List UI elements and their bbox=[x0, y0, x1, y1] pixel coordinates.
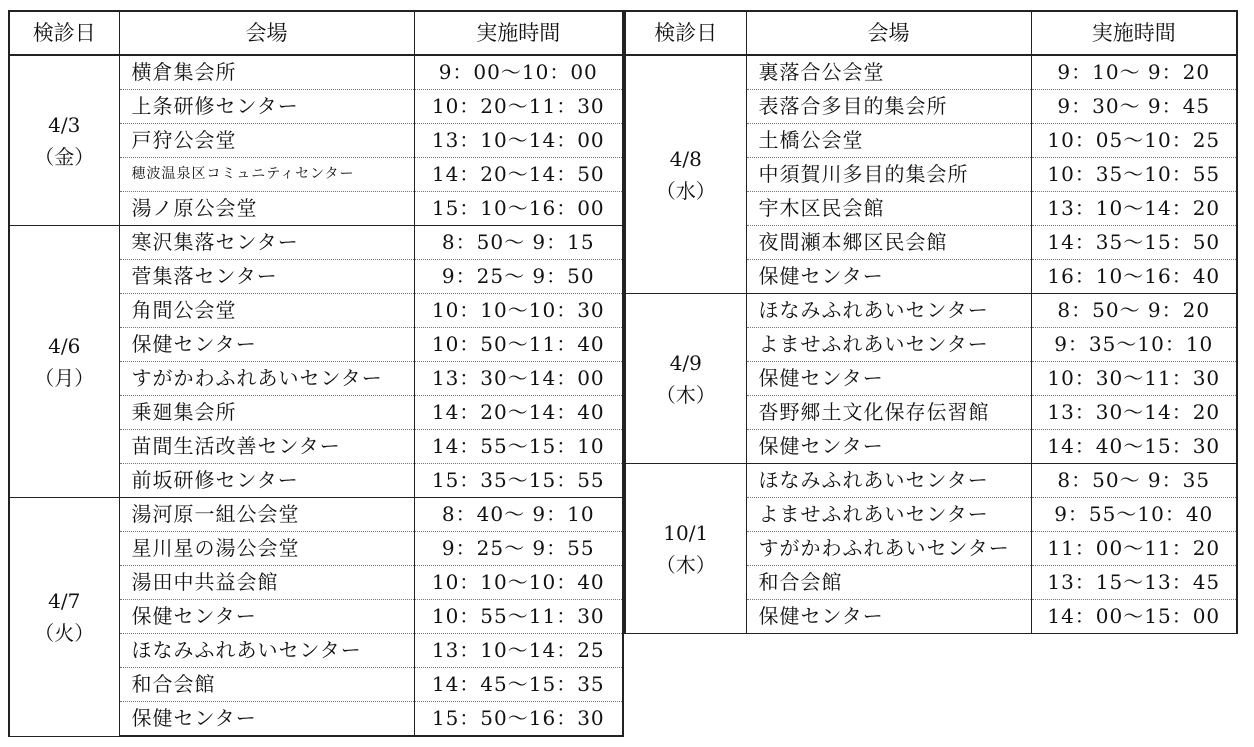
exam-date-cell bbox=[625, 464, 746, 634]
time-cell: 9：55〜10：40 bbox=[1031, 498, 1237, 532]
time-cell: 15：35〜15：55 bbox=[414, 464, 623, 498]
exam-date-cell bbox=[625, 294, 746, 464]
time-cell: 14：45〜15：35 bbox=[414, 668, 623, 702]
header-date: 検診日 bbox=[625, 11, 746, 55]
exam-date: 4/7 bbox=[48, 588, 81, 613]
time-cell: 9：35〜10：10 bbox=[1031, 328, 1237, 362]
time-cell: 13：30〜14：00 bbox=[414, 362, 623, 396]
header-date: 検診日 bbox=[9, 11, 119, 55]
venue-cell: 和合会館 bbox=[746, 566, 1031, 600]
exam-weekday: （月） bbox=[34, 365, 95, 390]
time-cell: 14：20〜14：40 bbox=[414, 396, 623, 430]
header-time: 実施時間 bbox=[414, 11, 623, 55]
time-cell: 10：50〜11：40 bbox=[414, 328, 623, 362]
time-cell: 8：50〜 9：15 bbox=[414, 226, 623, 260]
venue-cell: すがかわふれあいセンター bbox=[746, 532, 1031, 566]
time-cell: 10：35〜10：55 bbox=[1031, 158, 1237, 192]
table-header-row bbox=[625, 11, 1237, 55]
time-cell: 10：20〜11：30 bbox=[414, 90, 623, 124]
exam-date-cell bbox=[9, 498, 119, 737]
time-cell: 9：30〜 9：45 bbox=[1031, 90, 1237, 124]
time-cell: 8：50〜 9：20 bbox=[1031, 294, 1237, 328]
table-row bbox=[9, 55, 623, 90]
table-header-row bbox=[9, 11, 623, 55]
venue-cell: 保健センター bbox=[746, 362, 1031, 396]
header-venue: 会場 bbox=[746, 11, 1031, 55]
schedule-table-right bbox=[624, 10, 1238, 634]
time-cell: 15：50〜16：30 bbox=[414, 702, 623, 737]
table-row bbox=[9, 226, 623, 260]
venue-cell: 湯田中共益会館 bbox=[119, 566, 414, 600]
venue-cell: 角間公会堂 bbox=[119, 294, 414, 328]
venue-cell: よませふれあいセンター bbox=[746, 328, 1031, 362]
exam-date-cell bbox=[625, 55, 746, 294]
time-cell: 10：10〜10：40 bbox=[414, 566, 623, 600]
venue-cell: 前坂研修センター bbox=[119, 464, 414, 498]
venue-cell: すがかわふれあいセンター bbox=[119, 362, 414, 396]
venue-cell: 乗廻集会所 bbox=[119, 396, 414, 430]
venue-cell: 菅集落センター bbox=[119, 260, 414, 294]
venue-cell: 沓野郷土文化保存伝習館 bbox=[746, 396, 1031, 430]
venue-cell: 上条研修センター bbox=[119, 90, 414, 124]
time-cell: 14：00〜15：00 bbox=[1031, 600, 1237, 634]
venue-cell: 表落合多目的集会所 bbox=[746, 90, 1031, 124]
time-cell: 10：05〜10：25 bbox=[1031, 124, 1237, 158]
time-cell: 9：00〜10：00 bbox=[414, 55, 623, 90]
table-row bbox=[625, 55, 1237, 90]
venue-cell: 土橋公会堂 bbox=[746, 124, 1031, 158]
venue-cell: 宇木区民会館 bbox=[746, 192, 1031, 226]
time-cell: 13：15〜13：45 bbox=[1031, 566, 1237, 600]
venue-cell: ほなみふれあいセンター bbox=[746, 294, 1031, 328]
venue-cell: ほなみふれあいセンター bbox=[746, 464, 1031, 498]
venue-cell: 裏落合公会堂 bbox=[746, 55, 1031, 90]
venue-cell: 穂波温泉区コミュニティセンター bbox=[119, 158, 414, 192]
table-row bbox=[625, 294, 1237, 328]
time-cell: 11：00〜11：20 bbox=[1031, 532, 1237, 566]
venue-cell: 湯河原一組公会堂 bbox=[119, 498, 414, 532]
venue-cell: 保健センター bbox=[119, 702, 414, 737]
venue-cell: 中須賀川多目的集会所 bbox=[746, 158, 1031, 192]
venue-cell: 苗間生活改善センター bbox=[119, 430, 414, 464]
header-venue: 会場 bbox=[119, 11, 414, 55]
venue-cell: 保健センター bbox=[119, 328, 414, 362]
table-row bbox=[625, 464, 1237, 498]
exam-weekday: （火） bbox=[34, 620, 95, 645]
venue-cell: 横倉集会所 bbox=[119, 55, 414, 90]
time-cell: 14：55〜15：10 bbox=[414, 430, 623, 464]
exam-date: 10/1 bbox=[663, 520, 709, 545]
time-cell: 14：20〜14：50 bbox=[414, 158, 623, 192]
venue-cell: 戸狩公会堂 bbox=[119, 124, 414, 158]
time-cell: 10：55〜11：30 bbox=[414, 600, 623, 634]
time-cell: 9：25〜 9：50 bbox=[414, 260, 623, 294]
time-cell: 10：10〜10：30 bbox=[414, 294, 623, 328]
table-row bbox=[9, 498, 623, 532]
time-cell: 9：25〜 9：55 bbox=[414, 532, 623, 566]
time-cell: 8：50〜 9：35 bbox=[1031, 464, 1237, 498]
time-cell: 15：10〜16：00 bbox=[414, 192, 623, 226]
venue-cell: 保健センター bbox=[119, 600, 414, 634]
time-cell: 14：40〜15：30 bbox=[1031, 430, 1237, 464]
time-cell: 10：30〜11：30 bbox=[1031, 362, 1237, 396]
exam-weekday: （木） bbox=[655, 382, 716, 407]
header-time: 実施時間 bbox=[1031, 11, 1237, 55]
venue-cell: 保健センター bbox=[746, 430, 1031, 464]
schedule-table-left bbox=[8, 10, 624, 737]
time-cell: 13：10〜14：25 bbox=[414, 634, 623, 668]
exam-date: 4/6 bbox=[48, 333, 81, 358]
time-cell: 14：35〜15：50 bbox=[1031, 226, 1237, 260]
venue-cell: 保健センター bbox=[746, 600, 1031, 634]
exam-date: 4/8 bbox=[669, 146, 702, 171]
venue-cell: 星川星の湯公会堂 bbox=[119, 532, 414, 566]
time-cell: 13：10〜14：20 bbox=[1031, 192, 1237, 226]
venue-cell: 夜間瀬本郷区民会館 bbox=[746, 226, 1031, 260]
venue-cell: ほなみふれあいセンター bbox=[119, 634, 414, 668]
exam-weekday: （水） bbox=[655, 178, 716, 203]
venue-cell: 保健センター bbox=[746, 260, 1031, 294]
venue-cell: よませふれあいセンター bbox=[746, 498, 1031, 532]
time-cell: 8：40〜 9：10 bbox=[414, 498, 623, 532]
venue-cell: 寒沢集落センター bbox=[119, 226, 414, 260]
exam-weekday: （木） bbox=[655, 552, 716, 577]
exam-date-cell bbox=[9, 55, 119, 226]
time-cell: 16：10〜16：40 bbox=[1031, 260, 1237, 294]
time-cell: 13：30〜14：20 bbox=[1031, 396, 1237, 430]
time-cell: 9：10〜 9：20 bbox=[1031, 55, 1237, 90]
exam-weekday: （金） bbox=[34, 144, 95, 169]
exam-date: 4/9 bbox=[669, 350, 702, 375]
exam-date: 4/3 bbox=[48, 112, 81, 137]
time-cell: 13：10〜14：00 bbox=[414, 124, 623, 158]
exam-date-cell bbox=[9, 226, 119, 498]
venue-cell: 湯ノ原公会堂 bbox=[119, 192, 414, 226]
venue-cell: 和合会館 bbox=[119, 668, 414, 702]
